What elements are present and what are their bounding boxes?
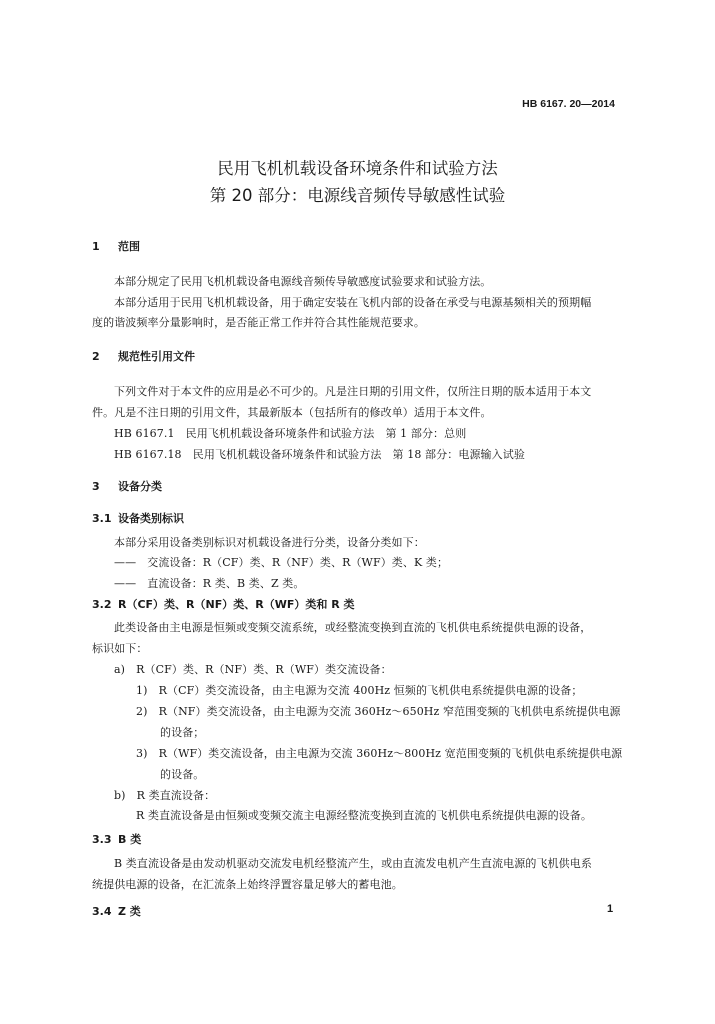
paragraph: 下列文件对于本文件的应用是必不可少的。凡是注日期的引用文件，仅所注日期的版本适用于本文 (114, 385, 592, 398)
list-item-b-text: R 类直流设备是由恒频或变频交流主电源经整流变换到直流的飞机供电系统提供电源的设备。 (136, 809, 592, 822)
paragraph: 本部分规定了民用飞机机载设备电源线音频传导敏感度试验要求和试验方法。 (114, 275, 492, 288)
reference-item: HB 6167.18 民用飞机机载设备环境条件和试验方法 第 18 部分：电源输入试验 (114, 448, 525, 461)
paragraph: B 类直流设备是由发动机驱动交流发电机经整流产生，或由直流发电机产生直流电源的飞机供电系 (114, 857, 592, 870)
paragraph-continued: 标识如下： (92, 642, 148, 655)
section-title: 设备类别标识 (118, 512, 184, 525)
subsection-heading-3-1 (92, 510, 184, 526)
standard-number: HB 6167. 20—2014 (522, 98, 615, 110)
list-subitem-continued: 的设备。 (160, 768, 205, 781)
paragraph: 此类设备由主电源是恒频或变频交流系统，或经整流变换到直流的飞机供电系统提供电源的设备， (114, 621, 592, 634)
list-item-b: b) R 类直流设备： (114, 789, 216, 802)
list-item-a: a) R（CF）类、R（NF）类、R（WF）类交流设备： (114, 663, 392, 676)
page-number: 1 (607, 903, 614, 915)
section-heading-1 (92, 238, 140, 254)
reference-item: HB 6167.1 民用飞机机载设备环境条件和试验方法 第 1 部分：总则 (114, 427, 467, 440)
section-title: 规范性引用文件 (118, 350, 195, 363)
list-subitem-continued: 的设备； (160, 726, 205, 739)
list-subitem-3: 3) R（WF）类交流设备，由主电源为交流 360Hz～800Hz 宽范围变频的飞机供电系统提供电源 (136, 747, 623, 760)
list-item: —— 直流设备：R 类、B 类、Z 类。 (114, 577, 305, 590)
section-title: B 类 (118, 833, 142, 846)
paragraph-continued: 度的谐波频率分量影响时，是否能正常工作并符合其性能规范要求。 (92, 316, 425, 329)
section-number: 3.2 (92, 598, 112, 611)
paragraph-continued: 件。凡是不注日期的引用文件，其最新版本（包括所有的修改单）适用于本文件。 (92, 406, 492, 419)
section-heading-2 (92, 348, 195, 364)
section-number: 3 (92, 480, 100, 493)
document-subtitle: 第 20 部分：电源线音频传导敏感性试验 (209, 186, 506, 205)
subsection-heading-3-2 (92, 596, 355, 612)
list-subitem-2: 2) R（NF）类交流设备，由主电源为交流 360Hz～650Hz 窄范围变频的飞机供电系统提供电源 (136, 705, 621, 718)
section-number: 3.3 (92, 833, 112, 846)
list-item: —— 交流设备：R（CF）类、R（NF）类、R（WF）类、K 类； (114, 556, 449, 569)
section-title: 设备分类 (118, 480, 162, 493)
section-title: Z 类 (118, 905, 141, 918)
paragraph: 本部分适用于民用飞机机载设备，用于确定安装在飞机内部的设备在承受与电源基频相关的预期幅 (114, 296, 592, 309)
section-heading-3 (92, 478, 162, 494)
list-subitem-1: 1) R（CF）类交流设备，由主电源为交流 400Hz 恒频的飞机供电系统提供电源的设备； (136, 684, 583, 697)
document-title: 民用飞机机载设备环境条件和试验方法 (217, 159, 498, 178)
section-number: 3.4 (92, 905, 112, 918)
subsection-heading-3-4 (92, 903, 141, 919)
section-number: 1 (92, 240, 100, 253)
paragraph-continued: 统提供电源的设备，在汇流条上始终浮置容量足够大的蓄电池。 (92, 878, 403, 891)
section-title: 范围 (118, 240, 140, 253)
section-number: 3.1 (92, 512, 112, 525)
section-number: 2 (92, 350, 100, 363)
paragraph: 本部分采用设备类别标识对机载设备进行分类，设备分类如下： (114, 536, 425, 549)
subsection-heading-3-3 (92, 831, 141, 847)
section-title: R（CF）类、R（NF）类、R（WF）类和 R 类 (118, 598, 355, 611)
